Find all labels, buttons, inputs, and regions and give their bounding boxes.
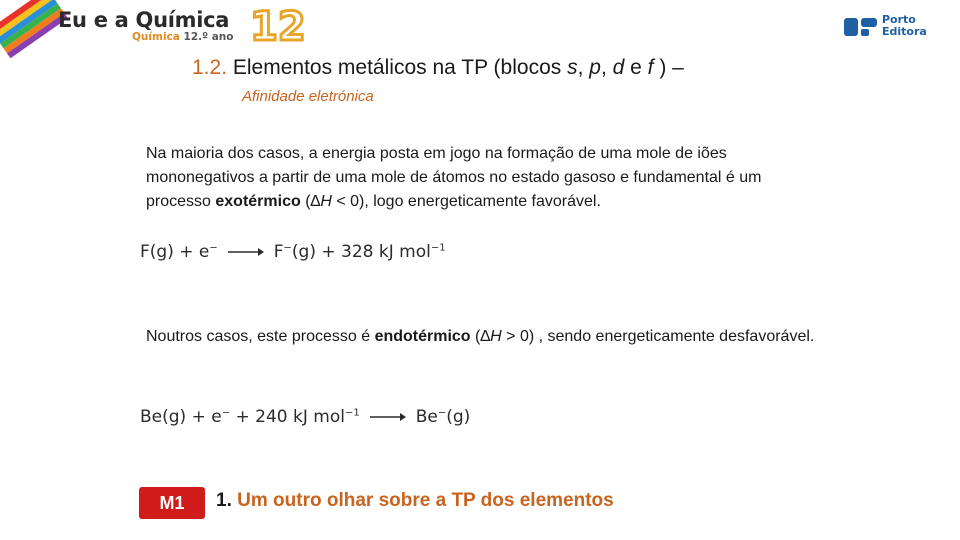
footer-chapter-number: 1. (216, 490, 232, 511)
paragraph-exothermic (146, 142, 826, 214)
section-subtitle: Afinidade eletrónica (242, 88, 374, 105)
book-subtitle (132, 31, 233, 43)
block-d: d (612, 56, 625, 79)
reaction-arrow-icon (370, 412, 406, 422)
para-text: (∆ (300, 193, 321, 210)
block-s: s (567, 56, 578, 79)
para-text: < 0), logo energeticamente favorável. (331, 193, 601, 210)
equation-beryllium (140, 407, 470, 427)
book-title: Eu e a Química (58, 8, 230, 32)
sep: , (577, 56, 590, 79)
section-title-text: Elementos metálicos na TP (blocos (232, 56, 568, 79)
book-subtitle-year: 12.º ano (183, 31, 234, 43)
para-text: Na maioria dos casos, a energia posta em jogo na formação de uma mole de iões mononegativos a partir de uma mole de átomos no estado gasoso e fundamental é um processo (146, 145, 762, 210)
eq1-right: F−(g) + 328 kJ mol$^{-1}$ (273, 242, 446, 262)
publisher-name-line1: Porto (882, 13, 916, 26)
footer-chapter-title (216, 490, 614, 512)
section-number: 1.2. (192, 56, 228, 79)
footer-chapter-text: Um outro olhar sobre a TP dos elementos (231, 490, 614, 511)
pencils-logo-icon (0, 0, 56, 48)
para-italic: H (320, 193, 332, 210)
book-number-text: 12 (250, 4, 306, 50)
block-f: f (647, 56, 654, 79)
publisher-name (882, 14, 927, 38)
book-subtitle-subject: Química (132, 31, 180, 43)
para-text: > 0) , sendo energeticamente desfavorável. (501, 328, 815, 345)
para-italic: H (490, 328, 502, 345)
reaction-arrow-icon (228, 247, 264, 257)
book-number-logo (248, 2, 306, 50)
eq1-left: F(g) + e− (140, 242, 218, 262)
publisher-name-line2: Editora (882, 25, 927, 38)
porto-editora-logo-icon (844, 16, 878, 38)
eq2-left: Be(g) + e− + 240 kJ mol$^{-1}$ (140, 407, 360, 427)
sep: e (624, 56, 648, 79)
para-bold: endotérmico (374, 328, 471, 345)
module-badge: M1 (139, 487, 205, 519)
paragraph-endothermic (146, 325, 826, 349)
para-text: (∆ (470, 328, 491, 345)
block-p: p (589, 56, 601, 79)
sep: , (600, 56, 613, 79)
para-bold: exotérmico (215, 193, 301, 210)
section-title-end: ) – (653, 56, 684, 79)
eq2-right: Be−(g) (415, 407, 471, 427)
equation-fluorine (140, 242, 446, 262)
section-title (192, 56, 684, 80)
para-text: Noutros casos, este processo é (146, 328, 375, 345)
